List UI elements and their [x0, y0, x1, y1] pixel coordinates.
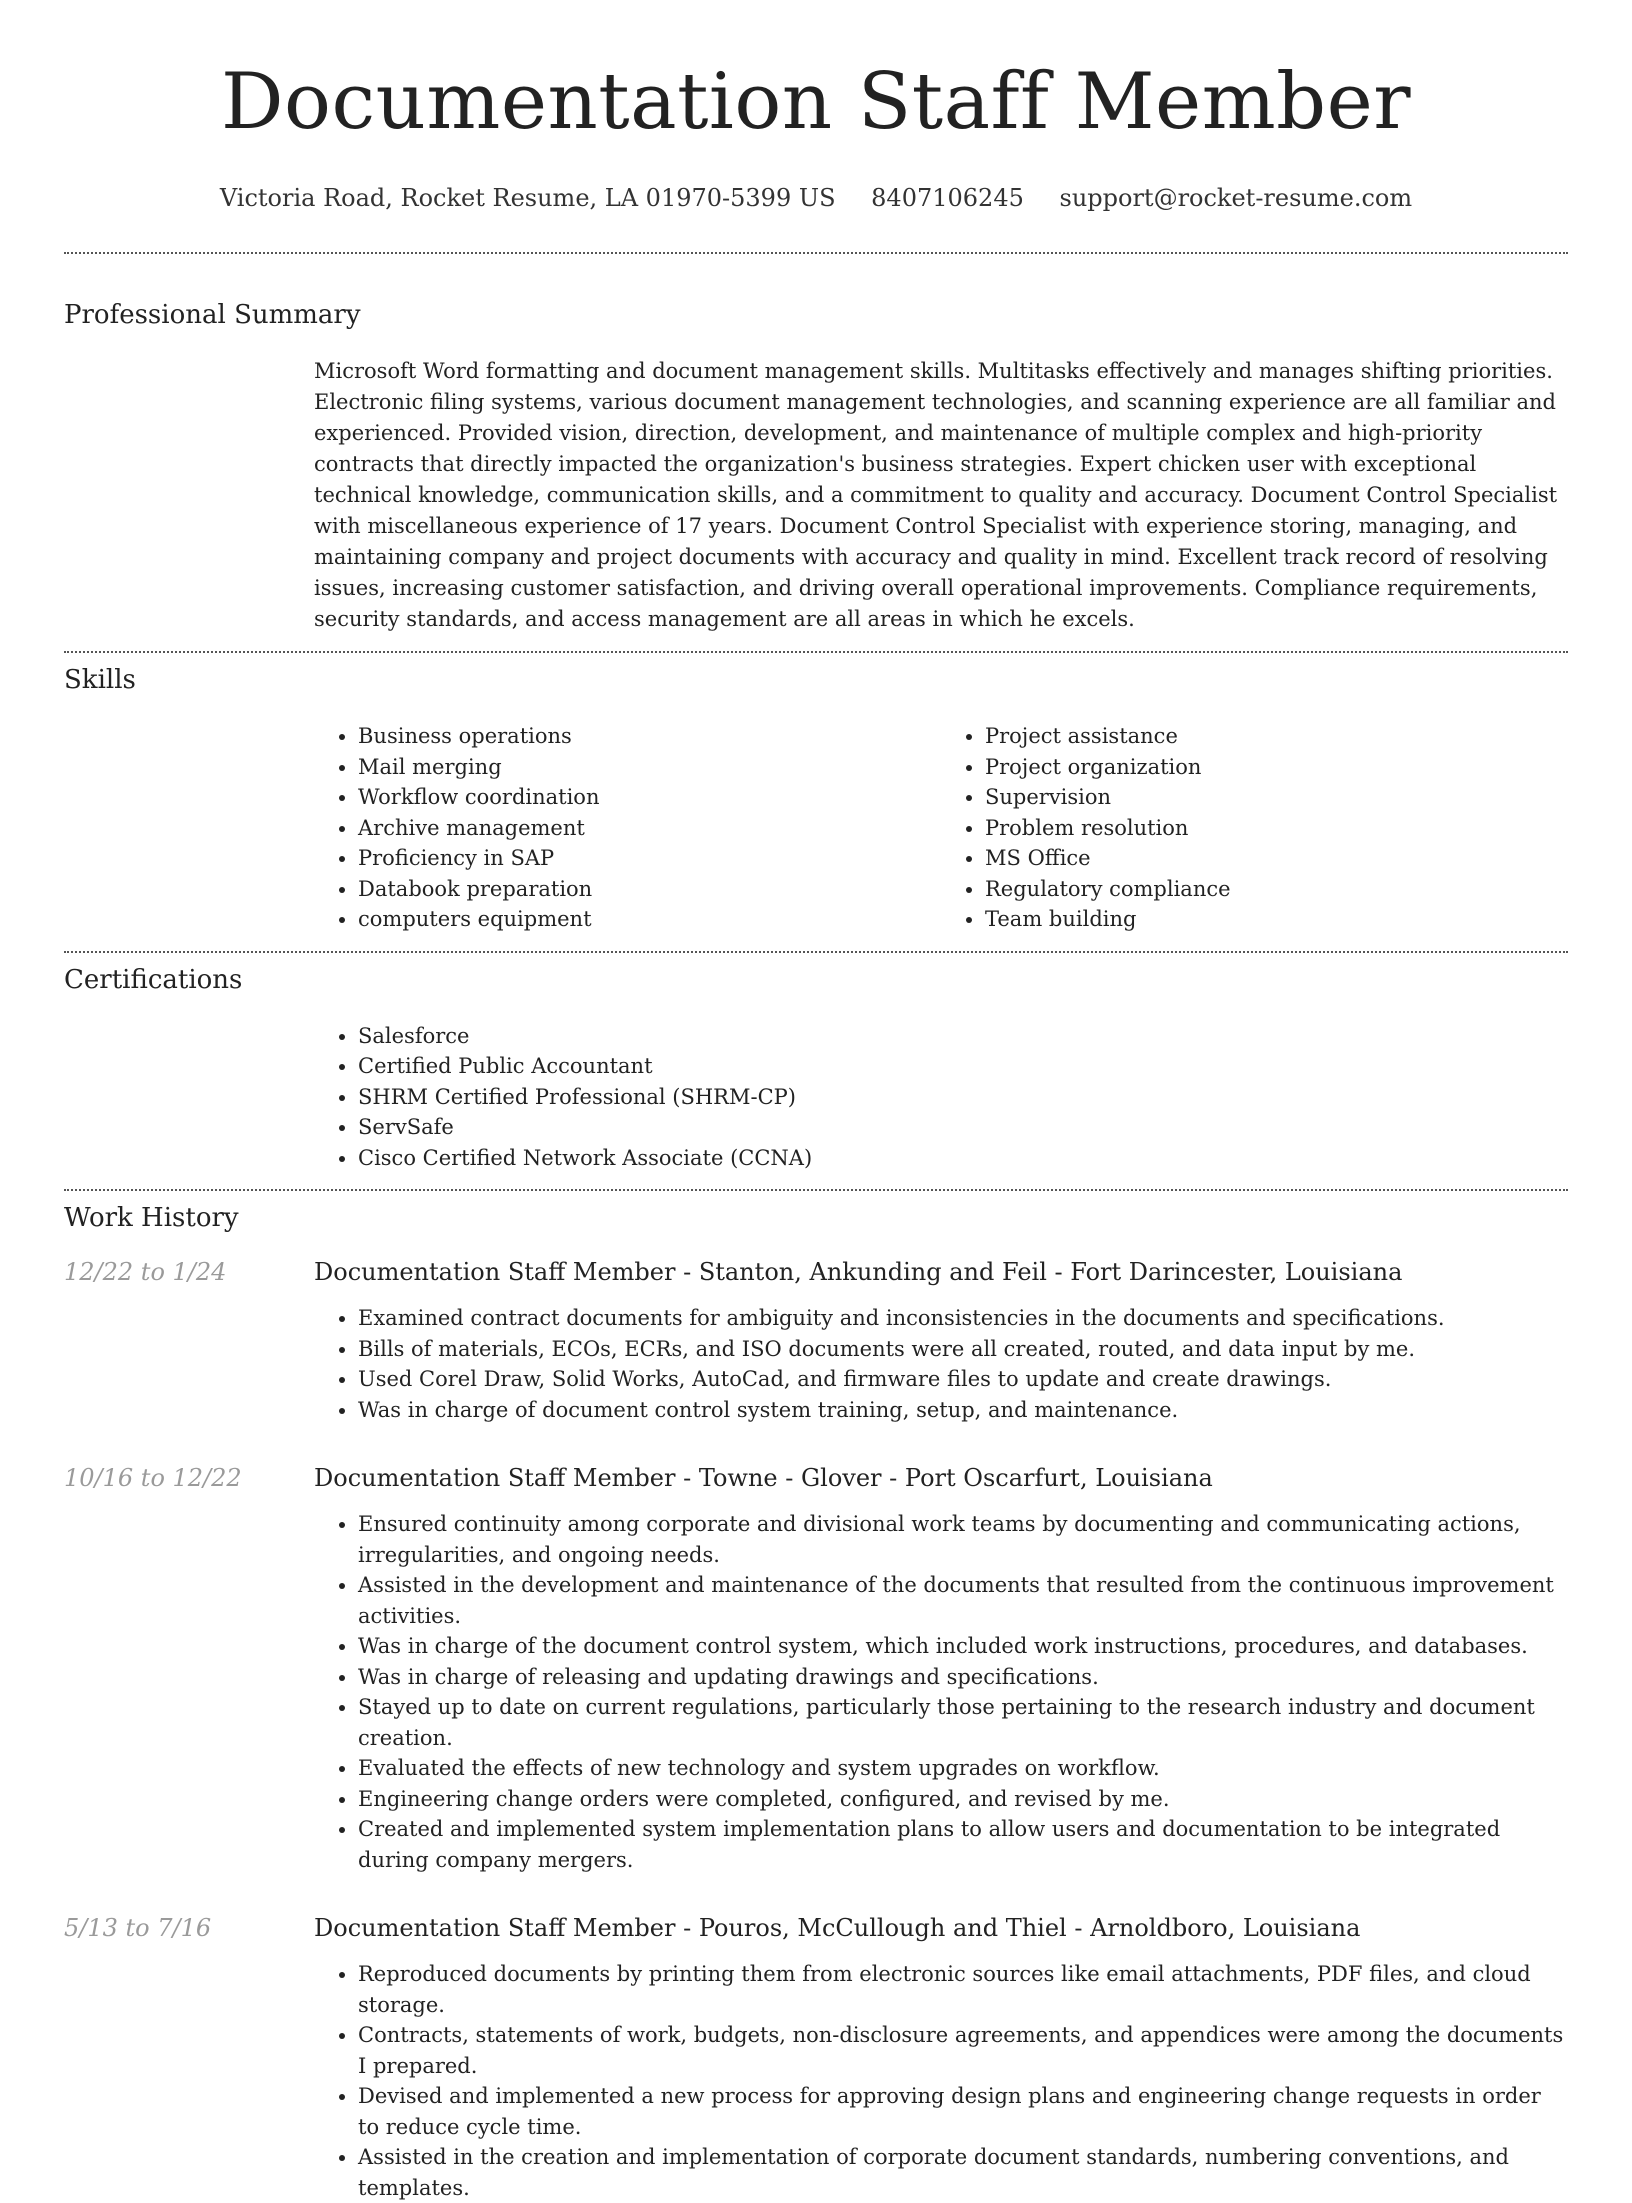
list-item: • Used Corel Draw, Solid Works, AutoCad, and firmware files to update and create drawings.: [358, 1364, 1568, 1395]
skills-list-left: [314, 721, 941, 935]
list-item: • Assisted in the development and maintenance of the documents that resulted from the continuous improvement activities.: [358, 1570, 1568, 1631]
list-item: • Team building: [985, 904, 1568, 935]
certifications-content: [314, 1021, 1568, 1174]
contact-email: support@rocket-resume.com: [1059, 184, 1413, 212]
candidate-name: Documentation Staff Member: [220, 57, 1412, 147]
list-item: • Assisted in the creation and implementation of corporate document standards, numbering conventions, and templates.: [358, 2142, 1568, 2203]
job-dates: 12/22 to 1/24: [64, 1258, 227, 1286]
section-summary: [0, 254, 1632, 635]
contact-address: Victoria Road, Rocket Resume, LA 01970-5399 US: [219, 184, 836, 212]
job-entry: [64, 1461, 1568, 1875]
section-title-work-history: Work History: [64, 1203, 239, 1233]
job-bullets: [314, 1509, 1568, 1875]
resume-header: [0, 0, 1632, 214]
job-bullets: [314, 1959, 1568, 2203]
section-skills: [0, 653, 1632, 935]
list-item: • Salesforce: [358, 1021, 1568, 1052]
list-item: • Ensured continuity among corporate and divisional work teams by documenting and communicating actions, irregularities, and ongoing needs.: [358, 1509, 1568, 1570]
list-item: • Contracts, statements of work, budgets, non-disclosure agreements, and appendices were among the documents I prepared.: [358, 2020, 1568, 2081]
list-item: • Engineering change orders were completed, configured, and revised by me.: [358, 1784, 1568, 1815]
skills-columns: [314, 721, 1568, 935]
list-item: • Project organization: [985, 752, 1568, 783]
skills-list-right: [941, 721, 1568, 935]
list-item: • computers equipment: [358, 904, 941, 935]
job-dates: 10/16 to 12/22: [64, 1464, 242, 1492]
list-item: • MS Office: [985, 843, 1568, 874]
list-item: • Was in charge of document control system training, setup, and maintenance.: [358, 1395, 1568, 1426]
job-title: Documentation Staff Member - Towne - Glover - Port Oscarfurt, Louisiana: [314, 1464, 1213, 1492]
list-item: • Supervision: [985, 782, 1568, 813]
list-item: • Devised and implemented a new process for approving design plans and engineering change requests in order to reduce cycle time.: [358, 2081, 1568, 2142]
job-bullets: [314, 1303, 1568, 1425]
summary-text: Microsoft Word formatting and document management skills. Multitasks effectively and manages shifting priorities. Electronic filing systems, various document management technologies, and scanning experience are all familiar and experienced. Provided vision, direction, development, and maintenance of multiple complex and high-priority contracts that directly impacted the organization's business strategies. Expert chicken user with exceptional technical knowledge, communication skills, and a commitment to quality and accuracy. Document Control Specialist with miscellaneous experience of 17 years. Document Control Specialist with experience storing, managing, and maintaining company and project documents with accuracy and quality in mind. Excellent track record of resolving issues, increasing customer satisfaction, and driving overall operational improvements. Compliance requirements, security standards, and access management are all areas in which he excels.: [314, 359, 1558, 631]
list-item: • Certified Public Accountant: [358, 1051, 1568, 1082]
list-item: • Was in charge of the document control system, which included work instructions, procedures, and databases.: [358, 1631, 1568, 1662]
list-item: • Was in charge of releasing and updating drawings and specifications.: [358, 1662, 1568, 1693]
job-dates: 5/13 to 7/16: [64, 1914, 212, 1942]
list-item: • Evaluated the effects of new technology and system upgrades on workflow.: [358, 1753, 1568, 1784]
contact-phone: 8407106245: [871, 184, 1024, 212]
contact-line: [0, 182, 1632, 214]
list-item: • Databook preparation: [358, 874, 941, 905]
job-body: [314, 1911, 1568, 2203]
section-title-certifications: Certifications: [64, 964, 243, 995]
job-title: Documentation Staff Member - Stanton, Ankunding and Feil - Fort Darincester, Louisiana: [314, 1258, 1403, 1286]
section-title-skills: Skills: [64, 665, 136, 695]
section-title-summary: Professional Summary: [64, 300, 361, 330]
job-title: Documentation Staff Member - Pouros, McCullough and Thiel - Arnoldboro, Louisiana: [314, 1914, 1361, 1942]
section-certifications: [0, 953, 1632, 1174]
list-item: • Mail merging: [358, 752, 941, 783]
list-item: • Examined contract documents for ambiguity and inconsistencies in the documents and specifications.: [358, 1303, 1568, 1334]
list-item: • Stayed up to date on current regulations, particularly those pertaining to the research industry and document creation.: [358, 1692, 1568, 1753]
job-body: [314, 1255, 1568, 1425]
list-item: • ServSafe: [358, 1112, 1568, 1143]
job-entry: [64, 1911, 1568, 2203]
list-item: • Project assistance: [985, 721, 1568, 752]
list-item: • Bills of materials, ECOs, ECRs, and ISO documents were all created, routed, and data input by me.: [358, 1334, 1568, 1365]
list-item: • Proficiency in SAP: [358, 843, 941, 874]
section-work-history: [0, 1191, 1632, 2203]
list-item: • Reproduced documents by printing them from electronic sources like email attachments, PDF files, and cloud storage.: [358, 1959, 1568, 2020]
certifications-list: [314, 1021, 1568, 1174]
list-item: • Regulatory compliance: [985, 874, 1568, 905]
list-item: • Created and implemented system implementation plans to allow users and documentation to be integrated during company mergers.: [358, 1814, 1568, 1875]
list-item: • SHRM Certified Professional (SHRM-CP): [358, 1082, 1568, 1113]
list-item: • Business operations: [358, 721, 941, 752]
list-item: • Archive management: [358, 813, 941, 844]
list-item: • Problem resolution: [985, 813, 1568, 844]
job-body: [314, 1461, 1568, 1875]
list-item: • Cisco Certified Network Associate (CCNA): [358, 1143, 1568, 1174]
job-entry: [64, 1255, 1568, 1425]
list-item: • Workflow coordination: [358, 782, 941, 813]
